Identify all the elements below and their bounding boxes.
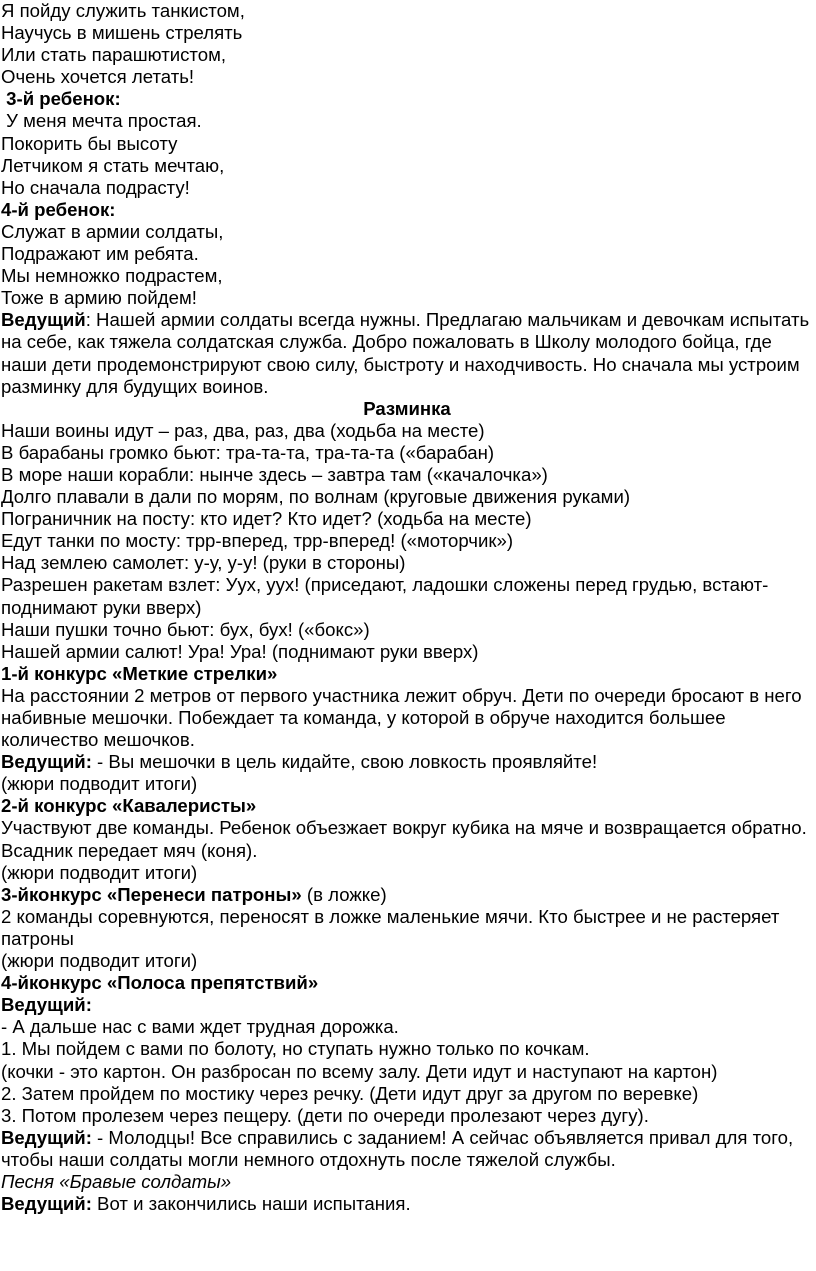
jury-note: (жюри подводит итоги) (1, 950, 198, 972)
contest4-title: 4-йконкурс «Полоса препятствий» (1, 972, 319, 994)
final-line (1, 1193, 813, 1215)
child3-heading: 3-й ребенок: (1, 88, 121, 110)
poem-line: Очень хочется летать! (1, 66, 195, 88)
song-title: Песня «Бравые солдаты» (1, 1170, 232, 1192)
poem-line: Подражают им ребята. (1, 243, 199, 265)
warmup-line: Над землею самолет: у-у, у-у! (руки в стороны) (1, 552, 406, 574)
contest3-title-line (1, 884, 813, 906)
warmup-line: Наши воины идут – раз, два, раз, два (ходьба на месте) (1, 419, 485, 441)
poem-line: Служат в армии солдаты, (1, 220, 224, 242)
contest3-title: 3-йконкурс «Перенеси патроны» (1, 883, 302, 905)
contest3-title-note: (в ложке) (301, 883, 387, 905)
contest4-line: 3. Потом пролезем через пещеру. (дети по очереди пролезают через дугу). (1, 1104, 649, 1126)
speaker-label: Ведущий: (1, 994, 92, 1016)
speaker-label: Ведущий: (1, 1193, 92, 1215)
speaker-label: Ведущий: (1, 751, 92, 773)
contest1-title: 1-й конкурс «Меткие стрелки» (1, 662, 278, 684)
poem-line: У меня мечта простая. (1, 110, 202, 132)
contest2-description: Участвуют две команды. Ребенок объезжает вокруг кубика на мяче и возвращается обратно. Всадник передает мяч (коня). (1, 817, 807, 861)
warmup-line: Пограничник на посту: кто идет? Кто идет? (ходьба на месте) (1, 508, 532, 530)
final-text: Вот и закончились наши испытания. (91, 1193, 411, 1215)
contest2-title: 2-й конкурс «Кавалеристы» (1, 795, 257, 817)
poem-line: Научусь в мишень стрелять (1, 22, 243, 44)
contest4-line: 2. Затем пройдем по мостику через речку. (Дети идут друг за другом по веревке) (1, 1082, 699, 1104)
warmup-title: Разминка (363, 397, 451, 419)
poem-line: Тоже в армию пойдем! (1, 287, 197, 309)
warmup-line: Наши пушки точно бьют: бух, бух! («бокс») (1, 618, 370, 640)
speaker-label: Ведущий (1, 309, 86, 331)
poem-line: Я пойду служить танкистом, (1, 0, 245, 21)
contest3-description: 2 команды соревнуются, переносят в ложке маленькие мячи. Кто быстрее и не растеряет патроны (1, 905, 780, 949)
warmup-line: Нашей армии салют! Ура! Ура! (поднимают руки вверх) (1, 640, 479, 662)
warmup-line: В барабаны громко бьют: тра-та-та, тра-та-та («барабан) (1, 441, 495, 463)
ending-text: - Молодцы! Все справились с заданием! А сейчас объявляется привал для того, чтобы наши солдаты могли немного отдохнуть после тяжелой службы. (1, 1126, 794, 1170)
host-intro-text: : Нашей армии солдаты всегда нужны. Предлагаю мальчикам и девочкам испытать на себе, как тяжела солдатская служба. Добро пожаловать в Школу молодого бойца, где наши дети продемонстрируют свою силу, быстроту и находчивость. Но сначала мы устроим разминку для будущих воинов. (1, 309, 810, 397)
jury-note: (жюри подводит итоги) (1, 773, 198, 795)
ending-paragraph (1, 1127, 813, 1171)
warmup-line: Долго плавали в дали по морям, по волнам (круговые движения руками) (1, 486, 631, 508)
jury-note: (жюри подводит итоги) (1, 861, 198, 883)
poem-line: Летчиком я стать мечтаю, (1, 154, 225, 176)
contest4-line: 1. Мы пойдем с вами по болоту, но ступать нужно только по кочкам. (1, 1038, 590, 1060)
poem-line: Или стать парашютистом, (1, 44, 227, 66)
contest1-description: На расстоянии 2 метров от первого участника лежит обруч. Дети по очереди бросают в него набивные мешочки. Побеждает та команда, у которой в обруче находится большее количество мешочков. (1, 684, 802, 751)
poem-line: Но сначала подрасту! (1, 176, 190, 198)
warmup-line: Разрешен ракетам взлет: Уух, уух! (приседают, ладошки сложены перед грудью, встают- поднимают руки вверх) (1, 574, 769, 618)
warmup-line: Едут танки по мосту: трр-вперед, трр-вперед! («моторчик») (1, 530, 514, 552)
host-speech: - Вы мешочки в цель кидайте, свою ловкость проявляйте! (91, 751, 598, 773)
contest4-line: (кочки - это картон. Он разбросан по всему залу. Дети идут и наступают на картон) (1, 1060, 718, 1082)
poem-line: Покорить бы высоту (1, 132, 178, 154)
poem-line: Мы немножко подрастем, (1, 265, 223, 287)
speaker-label: Ведущий: (1, 1126, 92, 1148)
child4-heading: 4-й ребенок: (1, 198, 116, 220)
host-intro-paragraph (1, 309, 813, 397)
warmup-line: В море наши корабли: нынче здесь – завтра там («качалочка») (1, 463, 548, 485)
contest4-line: - А дальше нас с вами ждет трудная дорожка. (1, 1016, 399, 1038)
contest1-host-line (1, 751, 813, 773)
